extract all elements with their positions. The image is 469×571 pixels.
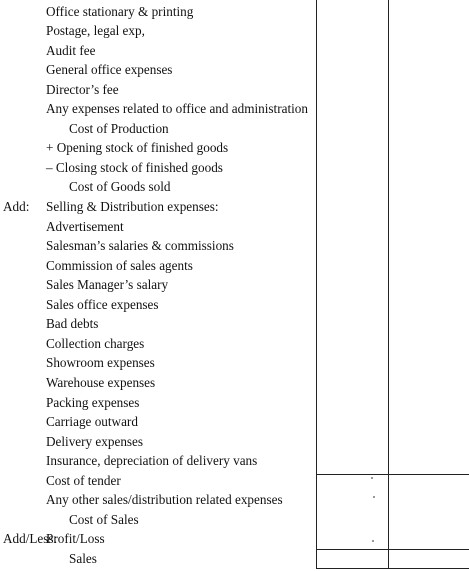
line-text: Delivery expenses bbox=[46, 433, 144, 449]
line-text: Commission of sales agents bbox=[46, 257, 193, 273]
line-prefix: Add: bbox=[3, 199, 30, 214]
line-text: – Closing stock of finished goods bbox=[46, 159, 223, 175]
line-text: Cost of Production bbox=[69, 120, 169, 136]
line-text: Audit fee bbox=[46, 42, 96, 58]
line-text: Profit/Loss bbox=[46, 531, 105, 547]
line-text: Sales Manager’s salary bbox=[46, 277, 169, 293]
line-text: Bad debts bbox=[46, 316, 99, 332]
line-prefix: Add/Less: bbox=[3, 531, 58, 547]
line-text: Any expenses related to office and administration bbox=[46, 101, 308, 117]
line-text: Insurance, depreciation of delivery vans bbox=[46, 453, 258, 469]
line-text: Advertisement bbox=[46, 218, 124, 234]
line-text: Cost of Sales bbox=[69, 511, 139, 527]
line-text: Cost of Goods sold bbox=[69, 179, 171, 195]
total-rule-sales bbox=[316, 568, 469, 569]
line-text: Salesman’s salaries & commissions bbox=[46, 238, 234, 254]
scan-speck bbox=[371, 477, 373, 479]
subtotal-rule-cost-of-tender bbox=[316, 474, 469, 475]
line-text: Cost of tender bbox=[46, 472, 121, 488]
line-text: Warehouse expenses bbox=[46, 374, 156, 390]
line-text: Packing expenses bbox=[46, 394, 140, 410]
subtotal-rule-profit-loss bbox=[316, 549, 469, 550]
line-text: Selling & Distribution expenses: bbox=[46, 199, 219, 214]
line-text: Sales office expenses bbox=[46, 296, 159, 312]
line-text: General office expenses bbox=[46, 62, 173, 78]
line-text: Postage, legal exp, bbox=[46, 23, 145, 39]
line-text: Office stationary & printing bbox=[46, 3, 194, 19]
line-text: + Opening stock of finished goods bbox=[46, 140, 229, 156]
column-divider-middle bbox=[388, 0, 389, 569]
line-text: Carriage outward bbox=[46, 414, 138, 430]
line-text: Any other sales/distribution related expenses bbox=[46, 492, 283, 508]
column-divider-left bbox=[316, 0, 317, 569]
scan-speck bbox=[373, 496, 375, 498]
line-text: Director’s fee bbox=[46, 81, 119, 97]
line-text: Collection charges bbox=[46, 335, 145, 351]
line-text: Showroom expenses bbox=[46, 355, 155, 371]
line-text: Sales bbox=[69, 550, 97, 566]
scan-speck bbox=[372, 540, 374, 542]
